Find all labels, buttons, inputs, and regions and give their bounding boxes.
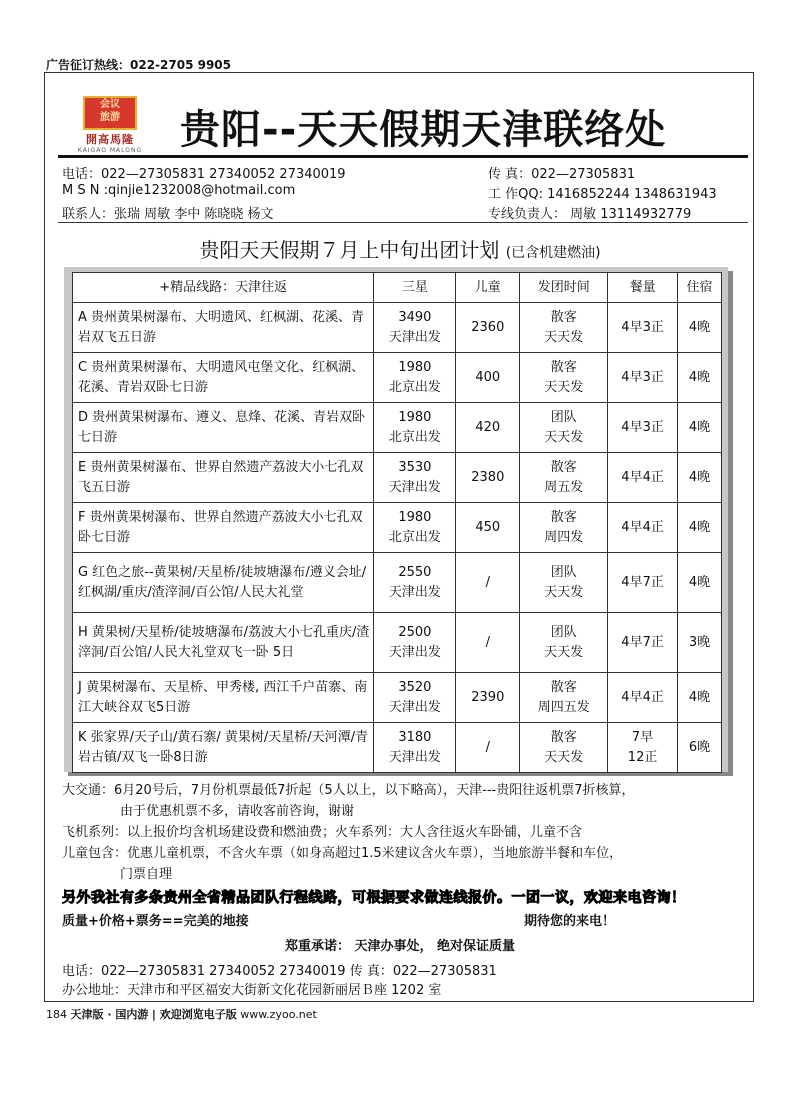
schedule-cell: 散客 周四五发 xyxy=(520,673,608,723)
logo-name: 開高馬隆 xyxy=(86,133,134,146)
meals-cell: 4早7正 xyxy=(608,553,678,613)
route-cell: J 黄果树瀑布、天星桥、甲秀楼, 西江千户苗寨、南江大峡谷双飞5日游 xyxy=(73,673,374,723)
schedule-cell: 团队 天天发 xyxy=(520,403,608,453)
quality-slogan: 质量+价格+票务==完美的地接 xyxy=(62,914,249,929)
price-cell: 2550 天津出发 xyxy=(374,553,456,613)
table-row xyxy=(73,353,722,403)
child-price-cell: 450 xyxy=(456,503,520,553)
note-child: 儿童包含：优惠儿童机票，不含火车票（如身高超过1.5米建议含火车票），当地旅游半餐和车位， xyxy=(62,846,623,861)
stay-cell: 4晚 xyxy=(678,673,722,723)
plan-title-text: 贵阳天天假期７月上中旬出团计划 xyxy=(199,238,500,262)
header-child: 儿童 xyxy=(456,273,520,303)
schedule-cell: 团队 天天发 xyxy=(520,553,608,613)
child-price-cell: / xyxy=(456,613,520,673)
header-meals: 餐量 xyxy=(608,273,678,303)
stay-cell: 4晚 xyxy=(678,353,722,403)
plan-title-note: (已含机建燃油) xyxy=(505,245,601,261)
route-cell: K 张家界/天子山/黄石寨/ 黄果树/天星桥/天河潭/青岩古镇/双飞一卧8日游 xyxy=(73,723,374,773)
stay-cell: 4晚 xyxy=(678,503,722,553)
note-traffic-cont: 由于优惠机票不多，请收客前咨询，谢谢 xyxy=(120,804,355,819)
contact-phone: 电话：022—27305831 27340052 27340019 xyxy=(62,167,346,182)
stay-cell: 4晚 xyxy=(678,303,722,353)
schedule-cell: 散客 周五发 xyxy=(520,453,608,503)
schedule-cell: 散客 周四发 xyxy=(520,503,608,553)
footer-slogan: 欢迎浏览电子版 xyxy=(159,1008,237,1021)
stay-cell: 3晚 xyxy=(678,613,722,673)
schedule-cell: 散客 天天发 xyxy=(520,723,608,773)
tour-table xyxy=(72,272,722,773)
route-cell: D 贵州黄果树瀑布、遵义、息烽、花溪、青岩双卧七日游 xyxy=(73,403,374,453)
price-cell: 1980 北京出发 xyxy=(374,403,456,453)
logo-badge: 会议 旅游 xyxy=(83,96,137,130)
ad-hotline: 广告征订热线：022-2705 9905 xyxy=(46,58,232,72)
meals-cell: 4早7正 xyxy=(608,613,678,673)
table-row xyxy=(73,503,722,553)
header-stay: 住宿 xyxy=(678,273,722,303)
child-price-cell: 2390 xyxy=(456,673,520,723)
logo-subtitle: KAIGAO MALONG xyxy=(77,147,143,154)
meals-cell: 4早3正 xyxy=(608,353,678,403)
meals-cell: 4早4正 xyxy=(608,503,678,553)
table-shadow xyxy=(728,271,733,776)
note-flight: 飞机系列：以上报价均含机场建设费和燃油费；火车系列：大人含往返火车卧铺，儿童不含 xyxy=(62,825,583,840)
table-row xyxy=(73,673,722,723)
price-cell: 3530 天津出发 xyxy=(374,453,456,503)
route-cell: E 贵州黄果树瀑布、世界自然遗产荔波大小七孔双飞五日游 xyxy=(73,453,374,503)
child-price-cell: 420 xyxy=(456,403,520,453)
stay-cell: 4晚 xyxy=(678,453,722,503)
title-divider xyxy=(58,155,748,158)
note-traffic: 大交通：6月20号后，7月份机票最低7折起（5人以上，以下略高），天津---贵阳往返机票7折核算， xyxy=(62,783,635,798)
meals-cell: 4早3正 xyxy=(608,303,678,353)
footer-edition: 天津版 · 国内游 xyxy=(70,1008,149,1021)
child-price-cell: 2380 xyxy=(456,453,520,503)
welcome-text: 期待您的来电！ xyxy=(524,914,616,929)
schedule-cell: 散客 天天发 xyxy=(520,303,608,353)
child-price-cell: 400 xyxy=(456,353,520,403)
stay-cell: 4晚 xyxy=(678,553,722,613)
contact-manager: 专线负责人： 周敏 13114932779 xyxy=(488,207,692,222)
schedule-cell: 团队 天天发 xyxy=(520,613,608,673)
header-price: 三星 xyxy=(374,273,456,303)
route-cell: A 贵州黄果树瀑布、大明遗风、红枫湖、花溪、青岩双飞五日游 xyxy=(73,303,374,353)
contact-qq: 工 作QQ: 1416852244 1348631943 xyxy=(488,187,717,202)
meals-cell: 4早3正 xyxy=(608,403,678,453)
route-cell: C 贵州黄果树瀑布、大明遗风屯堡文化、红枫湖、花溪、青岩双卧七日游 xyxy=(73,353,374,403)
price-cell: 2500 天津出发 xyxy=(374,613,456,673)
stay-cell: 4晚 xyxy=(678,403,722,453)
office-address: 办公地址：天津市和平区福安大街新文化花园新丽居Ｂ座 1202 室 xyxy=(62,983,442,998)
route-cell: G 红色之旅--黄果树/天星桥/徒坡塘瀑布/遵义会址/红枫湖/重庆/渣滓洞/百公馆/人民大礼堂 xyxy=(73,553,374,613)
header-schedule: 发团时间 xyxy=(520,273,608,303)
route-cell: H 黄果树/天星桥/徒坡塘瀑布/荔波大小七孔重庆/渣滓洞/百公馆/人民大礼堂双飞一卧 5日 xyxy=(73,613,374,673)
page-footer: 184 天津版 · 国内游 | 欢迎浏览电子版 www.zyoo.net xyxy=(46,1008,317,1021)
contact-msn: M S N :qinjie1232008@hotmail.com xyxy=(62,183,296,198)
child-price-cell: 2360 xyxy=(456,303,520,353)
header-route: +精品线路：天津往返 xyxy=(73,273,374,303)
stay-cell: 6晚 xyxy=(678,723,722,773)
footer-url[interactable]: www.zyoo.net xyxy=(240,1008,317,1021)
price-cell: 3180 天津出发 xyxy=(374,723,456,773)
page-number: 184 xyxy=(46,1008,67,1021)
meals-cell: 7早 12正 xyxy=(608,723,678,773)
meals-cell: 4早4正 xyxy=(608,673,678,723)
table-row xyxy=(73,553,722,613)
table-row xyxy=(73,613,722,673)
price-cell: 3490 天津出发 xyxy=(374,303,456,353)
price-cell: 3520 天津出发 xyxy=(374,673,456,723)
schedule-cell: 散客 天天发 xyxy=(520,353,608,403)
contact-divider xyxy=(58,222,748,223)
meals-cell: 4早4正 xyxy=(608,453,678,503)
contact-fax: 传 真：022—27305831 xyxy=(488,167,636,182)
child-price-cell: / xyxy=(456,553,520,613)
contact-people: 联系人：张瑞 周敏 李中 陈晓晓 杨文 xyxy=(62,207,274,222)
table-row xyxy=(73,723,722,773)
plan-title xyxy=(0,234,800,263)
note-child-cont: 门票自理 xyxy=(120,867,173,882)
price-cell: 1980 北京出发 xyxy=(374,353,456,403)
page-title: 贵阳--天天假期天津联络处 xyxy=(180,107,667,153)
table-row xyxy=(73,453,722,503)
table-row xyxy=(73,303,722,353)
promise-text: 郑重承诺： 天津办事处， 绝对保证质量 xyxy=(284,939,516,954)
bottom-phone: 电话：022—27305831 27340052 27340019 传 真：022—27305831 xyxy=(62,964,497,979)
table-row xyxy=(73,403,722,453)
route-cell: F 贵州黄果树瀑布、世界自然遗产荔波大小七孔双卧七日游 xyxy=(73,503,374,553)
child-price-cell: / xyxy=(456,723,520,773)
price-cell: 1980 北京出发 xyxy=(374,503,456,553)
company-logo xyxy=(74,96,146,154)
promo-banner: 另外我社有多条贵州全省精品团队行程线路，可根据要求做连线报价。一团一议，欢迎来电咨询！ xyxy=(62,890,686,906)
tour-table-body xyxy=(73,303,722,773)
